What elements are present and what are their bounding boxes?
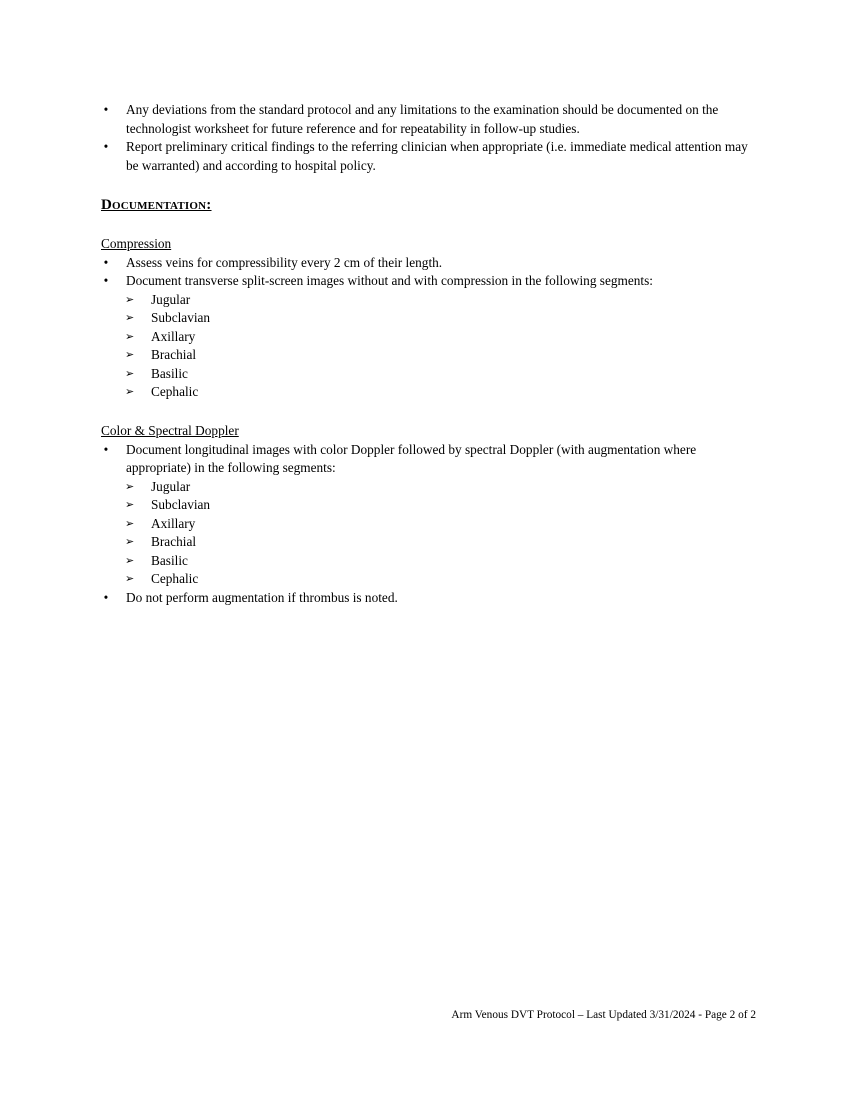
doppler-bullet-list-end bbox=[101, 589, 761, 608]
segment-label: Basilic bbox=[151, 552, 188, 568]
arrow-bullet-icon: ➢ bbox=[125, 479, 135, 493]
compression-subheading: Compression bbox=[101, 236, 172, 251]
segment-label: Brachial bbox=[151, 347, 197, 362]
section-heading: Documentation: bbox=[101, 197, 212, 213]
arrow-bullet-icon: ➢ bbox=[125, 311, 135, 324]
segment-label: Basilic bbox=[151, 365, 188, 381]
intro-section bbox=[101, 101, 761, 175]
bullet-text: Document longitudinal images with color Doppler followed by spectral Doppler (with augmentation where appropriate) in the following segments: bbox=[126, 441, 697, 475]
bullet-icon: • bbox=[103, 441, 109, 457]
segment-item bbox=[101, 570, 761, 589]
compression-bullet-list bbox=[101, 254, 761, 291]
bullet-text: Document transverse split-screen images without and with compression in the following segments: bbox=[126, 273, 653, 288]
list-item bbox=[101, 254, 761, 273]
segment-item bbox=[101, 383, 761, 402]
segment-item bbox=[101, 346, 761, 365]
bullet-icon: • bbox=[103, 102, 109, 117]
segment-label: Subclavian bbox=[151, 310, 211, 325]
segment-item bbox=[101, 328, 761, 347]
arrow-bullet-icon: ➢ bbox=[125, 516, 135, 530]
segment-item bbox=[101, 515, 761, 534]
list-item bbox=[101, 272, 761, 291]
list-item bbox=[101, 441, 761, 478]
segment-item bbox=[101, 478, 761, 497]
arrow-bullet-icon: ➢ bbox=[125, 498, 135, 511]
list-item bbox=[101, 589, 761, 608]
bullet-text: Report preliminary critical findings to the referring clinician when appropriate (i.e. immediate medical attention may be warranted) and according to hospital policy. bbox=[126, 139, 748, 173]
doppler-segment-list bbox=[101, 478, 761, 589]
segment-item bbox=[101, 309, 761, 328]
doppler-subheading: Color & Spectral Doppler bbox=[101, 423, 239, 438]
segment-label: Brachial bbox=[151, 534, 197, 549]
bullet-icon: • bbox=[103, 254, 109, 270]
segment-label: Subclavian bbox=[151, 497, 211, 512]
segment-label: Cephalic bbox=[151, 571, 199, 586]
segment-label: Jugular bbox=[151, 291, 191, 307]
segment-item bbox=[101, 533, 761, 552]
segment-label: Cephalic bbox=[151, 384, 199, 399]
arrow-bullet-icon: ➢ bbox=[125, 329, 135, 343]
compression-segment-list bbox=[101, 291, 761, 402]
documentation-heading-wrap bbox=[101, 196, 761, 215]
bullet-icon: • bbox=[103, 589, 109, 605]
bullet-text: Assess veins for compressibility every 2 cm of their length. bbox=[126, 254, 443, 270]
arrow-bullet-icon: ➢ bbox=[125, 385, 135, 398]
list-item bbox=[101, 138, 761, 175]
list-item bbox=[101, 101, 761, 138]
bullet-text: Any deviations from the standard protocol and any limitations to the examination should be documented on the technologist worksheet for future reference and for repeatability in follow-up studies. bbox=[126, 102, 719, 136]
segment-label: Axillary bbox=[151, 515, 196, 531]
bullet-icon: • bbox=[103, 273, 109, 288]
segment-item bbox=[101, 291, 761, 310]
compression-section bbox=[101, 235, 761, 402]
segment-item bbox=[101, 552, 761, 571]
doppler-bullet-list bbox=[101, 441, 761, 478]
segment-label: Axillary bbox=[151, 328, 196, 344]
segment-item bbox=[101, 496, 761, 515]
segment-item bbox=[101, 365, 761, 384]
arrow-bullet-icon: ➢ bbox=[125, 348, 135, 361]
doppler-section bbox=[101, 422, 761, 607]
arrow-bullet-icon: ➢ bbox=[125, 366, 135, 380]
bullet-icon: • bbox=[103, 139, 109, 154]
bullet-text: Do not perform augmentation if thrombus is noted. bbox=[126, 589, 398, 605]
intro-bullet-list bbox=[101, 101, 761, 175]
arrow-bullet-icon: ➢ bbox=[125, 292, 135, 306]
arrow-bullet-icon: ➢ bbox=[125, 553, 135, 567]
arrow-bullet-icon: ➢ bbox=[125, 572, 135, 585]
segment-label: Jugular bbox=[151, 478, 191, 494]
page-footer: Arm Venous DVT Protocol – Last Updated 3/31/2024 - Page 2 of 2 bbox=[451, 1009, 756, 1021]
arrow-bullet-icon: ➢ bbox=[125, 535, 135, 548]
